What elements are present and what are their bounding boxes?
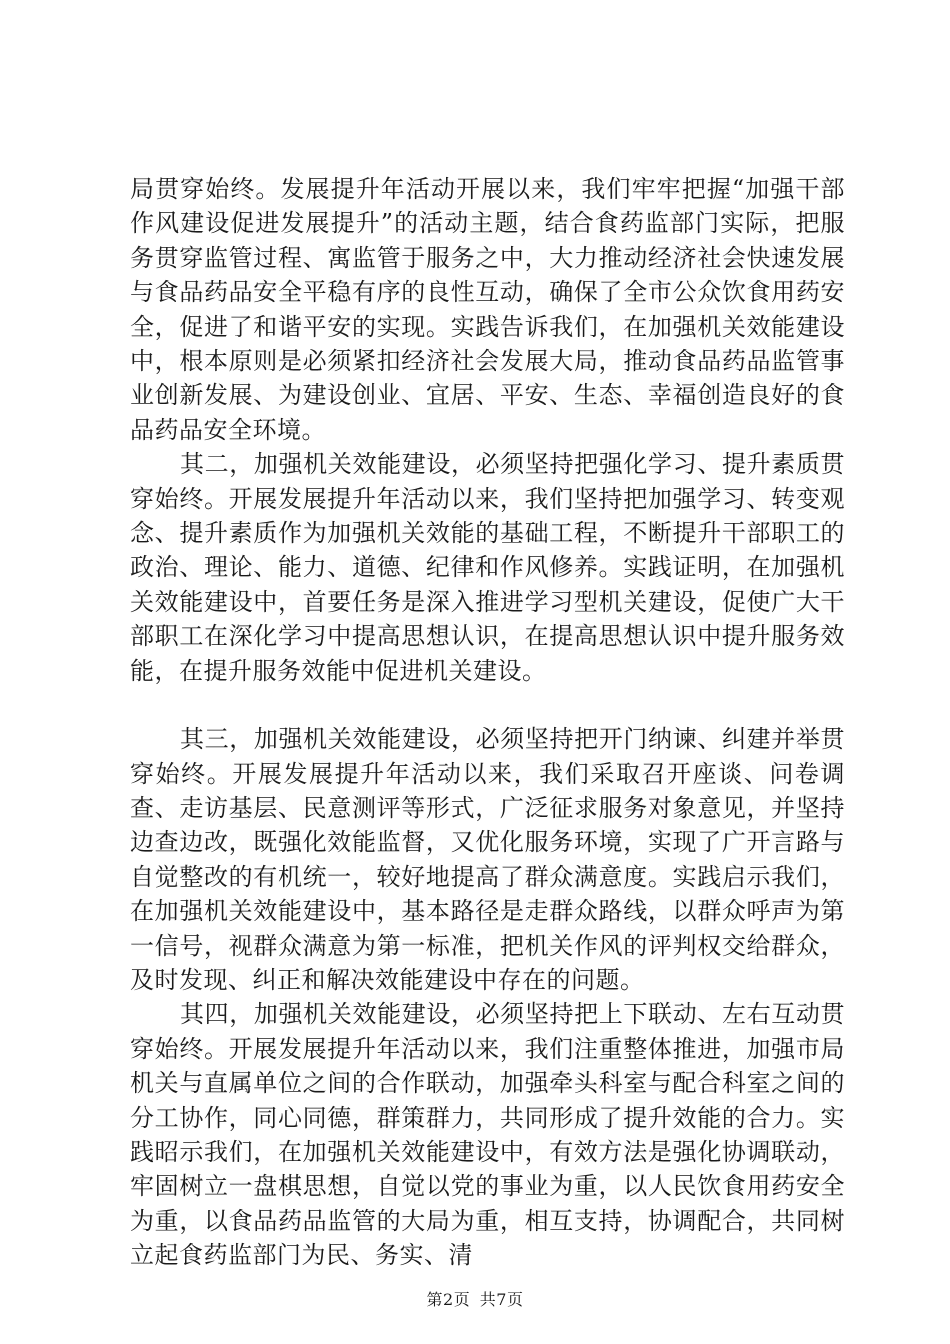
- paragraph-continuation: 局贯穿始终。发展提升年活动开展以来，我们牢牢把握“加强干部作风建设促进发展提升”的活动主题，结合食药监部门实际，把服务贯穿监管过程、寓监管于服务之中，大力推动经济社会快速发展与食品药品安全平稳有序的良性互动，确保了全市公众饮食用药安全，促进了和谐平安的实现。实践告诉我们，在加强机关效能建设中，根本原则是必须紧扣经济社会发展大局，推动食品药品监管事业创新发展、为建设创业、宜居、平安、生态、幸福创造良好的食品药品安全环境。: [130, 175, 845, 444]
- paragraph-point-four: 其四，加强机关效能建设，必须坚持把上下联动、左右互动贯穿始终。开展发展提升年活动以来，我们注重整体推进，加强市局机关与直属单位之间的合作联动，加强牵头科室与配合科室之间的分工协作，同心同德，群策群力，共同形成了提升效能的合力。实践昭示我们，在加强机关效能建设中，有效方法是强化协调联动，牢固树立一盘棋思想，自觉以党的事业为重，以人民饮食用药安全为重，以食品药品监管的大局为重，相互支持，协调配合，共同树立起食药监部门为民、务实、清: [130, 1000, 845, 1270]
- page-footer: [0, 1290, 950, 1310]
- page-number-total: 共7页: [479, 1290, 524, 1309]
- paragraph-point-three: 其三，加强机关效能建设，必须坚持把开门纳谏、纠建并举贯穿始终。开展发展提升年活动以来，我们采取召开座谈、问卷调查、走访基层、民意测评等形式，广泛征求服务对象意见，并坚持边查边改，既强化效能监督，又优化服务环境，实现了广开言路与自觉整改的有机统一，较好地提高了群众满意度。实践启示我们，在加强机关效能建设中，基本路径是走群众路线，以群众呼声为第一信号，视群众满意为第一标准，把机关作风的评判权交给群众，及时发现、纠正和解决效能建设中存在的问题。: [130, 725, 845, 994]
- document-body: [130, 172, 845, 1273]
- paragraph-gap: [130, 688, 845, 722]
- paragraph-point-two: 其二，加强机关效能建设，必须坚持把强化学习、提升素质贯穿始终。开展发展提升年活动以来，我们坚持把加强学习、转变观念、提升素质作为加强机关效能的基础工程，不断提升干部职工的政治、理论、能力、道德、纪律和作风修养。实践证明，在加强机关效能建设中，首要任务是深入推进学习型机关建设，促使广大干部职工在深化学习中提高思想认识，在提高思想认识中提升服务效能，在提升服务效能中促进机关建设。: [130, 450, 845, 685]
- page-number-current: 第2页: [426, 1290, 471, 1309]
